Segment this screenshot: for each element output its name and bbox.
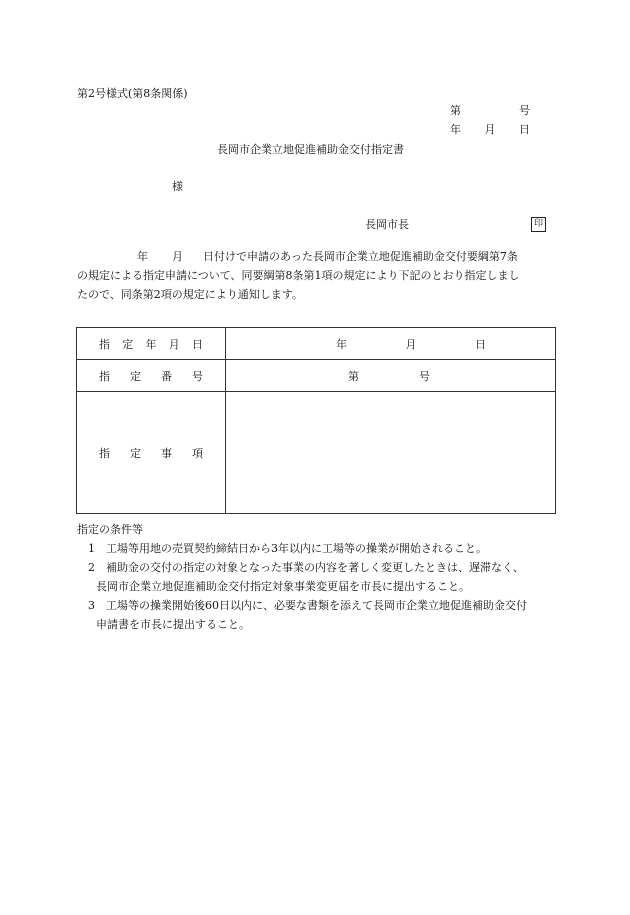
body-paragraph — [77, 247, 555, 304]
issue-date — [450, 123, 530, 137]
designation-date-label: 指 定 年 月 日 — [77, 328, 226, 360]
condition-item-2b: 長岡市企業立地促進補助金交付指定対象事業変更届を市長に提出すること。 — [96, 580, 470, 593]
condition-item-1: 1 工場等用地の売買契約締結日から3年以内に工場等の操業が開始されること。 — [88, 542, 487, 555]
body-line-1 — [77, 247, 555, 266]
conditions-heading: 指定の条件等 — [77, 523, 143, 536]
body-line-2: の規定による指定申請について、同要綱第8条第1項の規定により下記のとおり指定しまし — [77, 269, 520, 282]
table-row — [77, 392, 556, 514]
designation-date-value: 年 月 日 — [226, 328, 556, 360]
issuer: 長岡市長 — [365, 218, 409, 231]
body-month: 月 — [172, 250, 183, 263]
condition-item-3a: 3 工場等の操業開始後60日以内に、必要な書類を添えて長岡市企業立地促進補助金交付 — [88, 599, 527, 612]
condition-item-2a: 2 補助金の交付の指定の対象となった事業の内容を著しく変更したときは、遅滞なく、 — [88, 561, 524, 574]
date-year: 年 — [450, 123, 461, 136]
seal-stamp: 印 — [531, 217, 546, 232]
designation-items-value — [226, 392, 556, 514]
ref-go: 号 — [519, 104, 530, 117]
ref-dai: 第 — [450, 104, 461, 117]
date-month: 月 — [484, 123, 496, 136]
body-line-3: たので、同条第2項の規定により通知します。 — [77, 288, 303, 301]
reference-number — [450, 104, 530, 118]
addressee-sama: 様 — [172, 180, 183, 193]
designation-number-value: 第 号 — [226, 360, 556, 392]
form-number: 第2号様式(第8条関係) — [77, 87, 188, 100]
date-day: 日 — [519, 123, 530, 136]
condition-item-3b: 申請書を市長に提出すること。 — [96, 618, 250, 631]
table-row — [77, 360, 556, 392]
table-row — [77, 328, 556, 360]
designation-number-label: 指 定 番 号 — [77, 360, 226, 392]
designation-items-label: 指 定 事 項 — [77, 392, 226, 514]
body-line-1-rest: 日付けで申請のあった長岡市企業立地促進補助金交付要綱第7条 — [203, 250, 518, 263]
body-year: 年 — [137, 250, 148, 263]
document-title: 長岡市企業立地促進補助金交付指定書 — [217, 143, 404, 156]
designation-table — [76, 327, 556, 514]
